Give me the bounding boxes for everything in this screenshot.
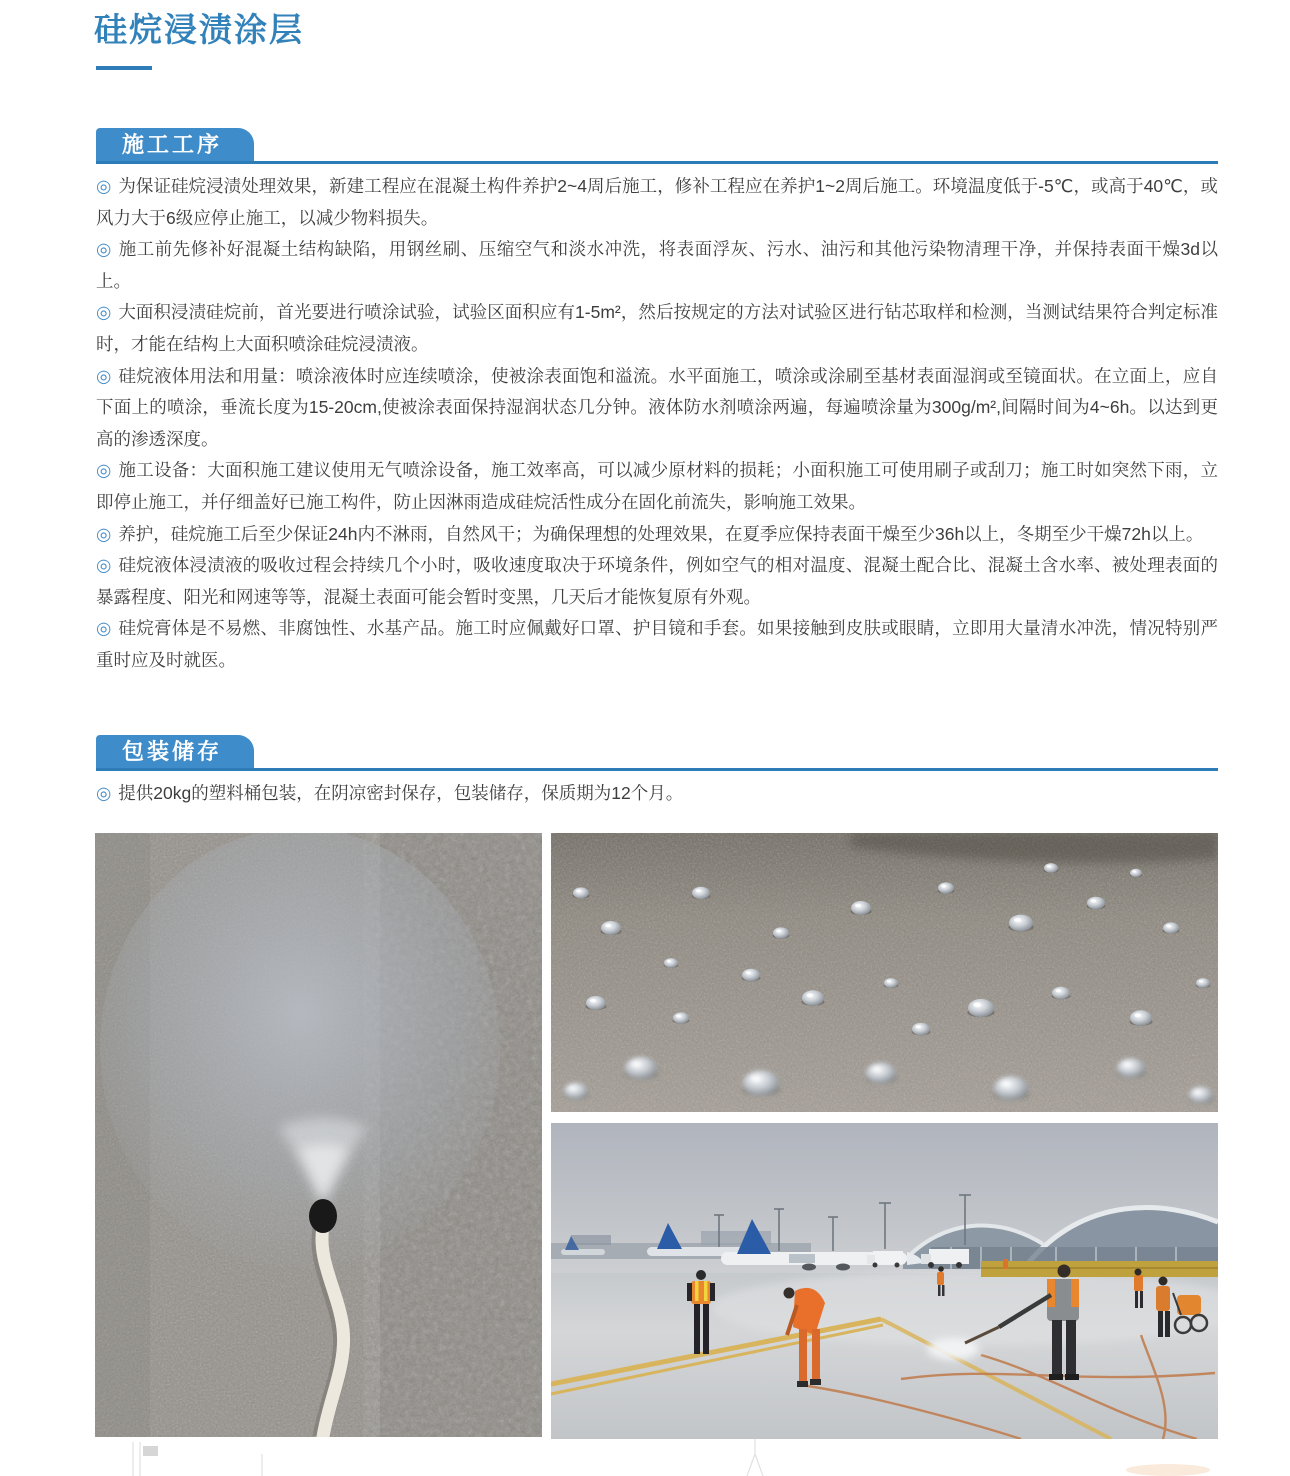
title-underline — [96, 66, 152, 70]
photo-wall-silane-spraying — [95, 833, 542, 1437]
bullet-item — [96, 455, 1218, 518]
bullet-icon: ◎ — [96, 239, 112, 260]
bullet-icon: ◎ — [96, 618, 112, 639]
bullet-icon: ◎ — [96, 555, 112, 576]
section-heading-tab: 施工工序 — [96, 128, 254, 161]
bullet-item — [96, 613, 1218, 676]
section-heading-tab: 包装储存 — [96, 735, 254, 768]
bullet-text: 硅烷膏体是不易燃、非腐蚀性、水基产品。施工时应佩戴好口罩、护目镜和手套。如果接触到皮肤或眼睛，立即用大量清水冲洗，情况特别严重时应及时就医。 — [96, 618, 1218, 670]
bullet-item — [96, 550, 1218, 613]
bullet-text: 大面积浸渍硅烷前，首光要进行喷涂试验，试验区面积应有1-5m²，然后按规定的方法对试验区进行钻芯取样和检测，当测试结果符合判定标准时，才能在结构上大面积喷涂硅烷浸渍液。 — [96, 302, 1218, 354]
bullet-icon: ◎ — [96, 783, 112, 803]
bullet-item — [96, 778, 1218, 810]
photo-hydrophobic-concrete-droplets — [551, 833, 1218, 1112]
bullet-item — [96, 234, 1218, 297]
bullet-text: 提供20kg的塑料桶包装，在阴凉密封保存，包装储存，保质期为12个月。 — [118, 783, 684, 803]
bullet-item — [96, 171, 1218, 234]
section-heading-rule — [96, 735, 1218, 771]
section-packaging-storage — [96, 735, 1218, 810]
bullet-icon: ◎ — [96, 302, 112, 323]
next-page-ghost-artifacts — [0, 1438, 1290, 1476]
spray-nozzle — [309, 1199, 337, 1233]
bullet-icon: ◎ — [96, 365, 112, 386]
bullet-icon: ◎ — [96, 176, 112, 196]
bullet-text: 施工设备：大面积施工建议使用无气喷涂设备，施工效率高，可以减少原材料的损耗；小面积施工可使用刷子或刮刀；施工时如突然下雨，立即停止施工，并仔细盖好已施工构件，防止因淋雨造成硅烷活性成分在固化前流失，影响施工效果。 — [96, 460, 1218, 512]
bullet-text: 养护，硅烷施工后至少保证24h内不淋雨，自然风干；为确保理想的处理效果，在夏季应保持表面干燥至少36h以上，冬期至少干燥72h以上。 — [118, 523, 1204, 544]
bullet-icon: ◎ — [96, 523, 112, 544]
bullet-text: 硅烷液体用法和用量：喷涂液体时应连续喷涂，使被涂表面饱和溢流。水平面施工，喷涂或涂刷至基材表面湿润或至镜面状。在立面上，应自下面上的喷涂，垂流长度为15-20cm,使被涂表面保持湿润状态几分钟。液体防水剂喷涂两遍，每遍喷涂量为300g/m²,间隔时间为4~6h。以达到更高的渗透深度。 — [96, 365, 1218, 449]
bullet-item — [96, 297, 1218, 360]
wet-patch — [100, 833, 500, 1268]
section-heading-rule — [96, 128, 1218, 164]
section-body — [96, 778, 1218, 810]
section-construction-procedure — [96, 128, 1218, 677]
section-body — [96, 171, 1218, 677]
bullet-item — [96, 519, 1218, 551]
bullet-text: 施工前先修补好混凝土结构缺陷，用钢丝刷、压缩空气和淡水冲洗，将表面浮灰、污水、油污和其他污染物清理干净，并保持表面干燥3d以上。 — [96, 239, 1218, 291]
bullet-item — [96, 361, 1218, 456]
bullet-text: 为保证硅烷浸渍处理效果，新建工程应在混凝土构件养护2~4周后施工，修补工程应在养护1~2周后施工。环境温度低于-5℃，或高于40℃，或风力大于6级应停止施工，以减少物料损失。 — [96, 176, 1218, 228]
bullet-text: 硅烷液体浸渍液的吸收过程会持续几个小时，吸收速度取决于环境条件，例如空气的相对温度、混凝土配合比、混凝土含水率、被处理表面的暴露程度、阳光和网速等等，混凝土表面可能会暂时变黑，几天后才能恢复原有外观。 — [96, 555, 1218, 607]
bullet-icon: ◎ — [96, 460, 112, 481]
page-title: 硅烷浸渍涂层 — [94, 11, 304, 48]
photo-airport-apron-spraying — [551, 1123, 1218, 1439]
